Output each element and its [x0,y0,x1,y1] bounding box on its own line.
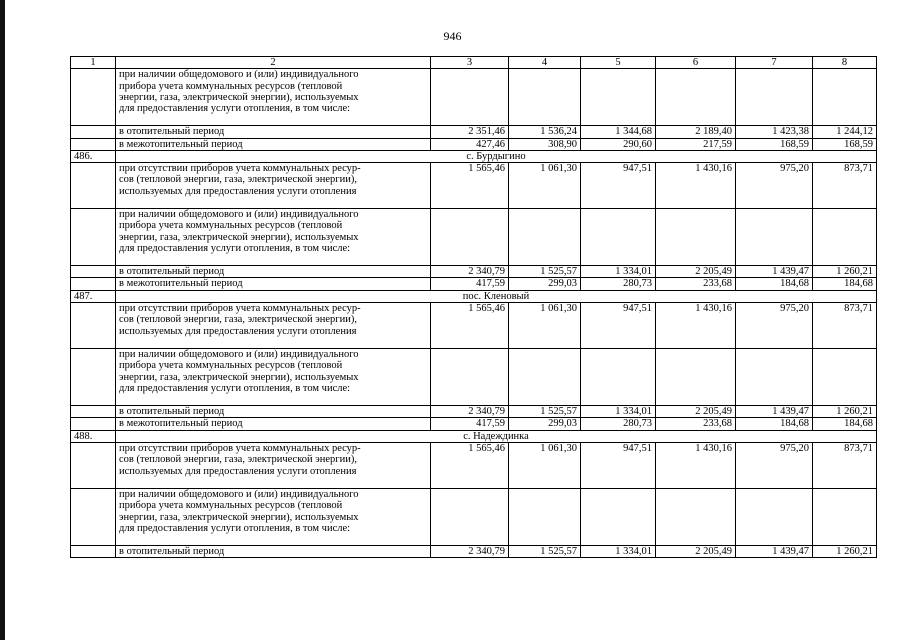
value-cell: 1 061,30 [509,303,581,349]
empty-number-cell [71,545,116,557]
value-cell: 217,59 [656,138,736,150]
row-description [116,69,431,126]
row-description [116,442,431,488]
value-cell: 1 525,57 [509,266,581,278]
description-line: сов (тепловой энергии, газа, электрической энергии), [119,314,357,326]
description-line: при наличии общедомового и (или) индивидуального [119,488,359,500]
description-line: сов (тепловой энергии, газа, электрической энергии), [119,174,357,186]
value-cell [813,488,877,545]
empty-number-cell [71,163,116,209]
column-header: 8 [813,57,877,69]
value-cell: 1 244,12 [813,126,877,138]
empty-number-cell [71,69,116,126]
settlement-name: пос. Кленовый [116,290,877,302]
row-description [116,488,431,545]
value-cell: 1 061,30 [509,442,581,488]
value-cell: 1 344,68 [581,126,656,138]
value-cell: 873,71 [813,303,877,349]
value-cell [736,209,813,266]
scan-edge-bar [0,0,5,640]
value-cell: 2 340,79 [431,406,509,418]
description-line: для предоставления услуги отопления, в том числе: [119,382,351,394]
table-row [71,69,877,126]
value-cell: 975,20 [736,442,813,488]
value-cell: 1 260,21 [813,545,877,557]
value-cell [581,488,656,545]
description-line: при отсутствии приборов учета коммунальных ресур- [119,163,361,175]
table-row [71,545,877,557]
value-cell: 1 334,01 [581,545,656,557]
value-cell [431,69,509,126]
row-number: 487. [71,290,116,302]
row-description [116,418,431,430]
value-cell: 1 525,57 [509,545,581,557]
value-cell: 2 205,49 [656,406,736,418]
page-number: 946 [443,29,462,43]
description-line: при отсутствии приборов учета коммунальных ресур- [119,442,361,454]
value-cell [581,209,656,266]
value-cell [509,488,581,545]
value-cell: 184,68 [736,418,813,430]
value-cell: 1 260,21 [813,406,877,418]
row-description [116,278,431,290]
empty-number-cell [71,418,116,430]
value-cell: 2 351,46 [431,126,509,138]
empty-number-cell [71,488,116,545]
description-line: прибора учета коммунальных ресурсов (тепловой [119,500,343,512]
description-line: для предоставления услуги отопления, в том числе: [119,103,351,115]
row-description [116,266,431,278]
value-cell: 417,59 [431,418,509,430]
description-line: для предоставления услуги отопления, в том числе: [119,522,351,534]
table-row [71,163,877,209]
column-header: 1 [71,57,116,69]
empty-number-cell [71,406,116,418]
settlement-row [71,290,877,302]
column-header: 2 [116,57,431,69]
description-line: сов (тепловой энергии, газа, электрической энергии), [119,454,357,466]
value-cell: 2 340,79 [431,545,509,557]
description-line: энергии, газа, электрической энергии), используемых [119,371,359,383]
table-row [71,266,877,278]
value-cell: 1 439,47 [736,545,813,557]
description-line: прибора учета коммунальных ресурсов (тепловой [119,360,343,372]
value-cell [581,349,656,406]
value-cell: 947,51 [581,442,656,488]
value-cell: 1 565,46 [431,442,509,488]
value-cell: 1 565,46 [431,303,509,349]
table-row [71,488,877,545]
table-row [71,406,877,418]
value-cell: 947,51 [581,163,656,209]
header-row [71,57,877,69]
value-cell: 1 536,24 [509,126,581,138]
description-line: в отопительный период [119,545,225,557]
description-line: в межотопительный период [119,418,243,430]
description-line: для предоставления услуги отопления, в том числе: [119,243,351,255]
description-line: прибора учета коммунальных ресурсов (тепловой [119,80,343,92]
value-cell: 280,73 [581,278,656,290]
description-line: в межотопительный период [119,278,243,290]
value-cell [509,209,581,266]
table-row [71,349,877,406]
value-cell: 427,46 [431,138,509,150]
value-cell: 1 525,57 [509,406,581,418]
value-cell: 299,03 [509,278,581,290]
row-description [116,303,431,349]
description-line: в отопительный период [119,406,225,418]
value-cell [736,488,813,545]
description-line: при наличии общедомового и (или) индивидуального [119,69,359,81]
value-cell: 1 565,46 [431,163,509,209]
value-cell: 1 430,16 [656,303,736,349]
value-cell: 417,59 [431,278,509,290]
value-cell [813,209,877,266]
description-line: при наличии общедомового и (или) индивидуального [119,209,359,221]
value-cell: 1 439,47 [736,406,813,418]
value-cell: 1 439,47 [736,266,813,278]
column-header: 5 [581,57,656,69]
value-cell [813,69,877,126]
description-line: энергии, газа, электрической энергии), используемых [119,91,359,103]
row-number: 488. [71,430,116,442]
table-row [71,303,877,349]
value-cell: 2 205,49 [656,545,736,557]
value-cell: 308,90 [509,138,581,150]
settlement-name: с. Надеждинка [116,430,877,442]
value-cell: 299,03 [509,418,581,430]
value-cell: 975,20 [736,163,813,209]
value-cell: 1 334,01 [581,406,656,418]
description-line: используемых для предоставления услуги отопления [119,465,357,477]
description-line: используемых для предоставления услуги отопления [119,325,357,337]
value-cell: 168,59 [736,138,813,150]
table-row [71,418,877,430]
table-row [71,138,877,150]
settlement-row [71,430,877,442]
value-cell [581,69,656,126]
value-cell [656,488,736,545]
table-row [71,126,877,138]
table-row [71,209,877,266]
empty-number-cell [71,349,116,406]
empty-number-cell [71,138,116,150]
description-line: прибора учета коммунальных ресурсов (тепловой [119,220,343,232]
value-cell: 233,68 [656,418,736,430]
tariff-table [70,56,877,558]
value-cell: 290,60 [581,138,656,150]
value-cell: 1 430,16 [656,442,736,488]
value-cell [656,349,736,406]
description-line: используемых для предоставления услуги отопления [119,185,357,197]
empty-number-cell [71,442,116,488]
row-description [116,126,431,138]
value-cell [656,69,736,126]
column-header: 7 [736,57,813,69]
settlement-name: с. Бурдыгино [116,150,877,162]
value-cell [431,209,509,266]
value-cell [509,69,581,126]
value-cell: 2 205,49 [656,266,736,278]
value-cell [736,69,813,126]
row-description [116,349,431,406]
description-line: в отопительный период [119,266,225,278]
empty-number-cell [71,126,116,138]
value-cell: 280,73 [581,418,656,430]
value-cell: 947,51 [581,303,656,349]
settlement-row [71,150,877,162]
value-cell: 975,20 [736,303,813,349]
description-line: в межотопительный период [119,138,243,150]
value-cell [656,209,736,266]
row-description [116,138,431,150]
row-description [116,209,431,266]
value-cell: 184,68 [813,278,877,290]
value-cell: 2 340,79 [431,266,509,278]
value-cell: 1 423,38 [736,126,813,138]
empty-number-cell [71,209,116,266]
value-cell: 1 061,30 [509,163,581,209]
value-cell: 184,68 [813,418,877,430]
empty-number-cell [71,266,116,278]
value-cell: 873,71 [813,163,877,209]
value-cell: 873,71 [813,442,877,488]
description-line: при наличии общедомового и (или) индивидуального [119,349,359,361]
value-cell [431,488,509,545]
column-header: 6 [656,57,736,69]
empty-number-cell [71,303,116,349]
row-description [116,406,431,418]
description-line: энергии, газа, электрической энергии), используемых [119,231,359,243]
description-line: в отопительный период [119,126,225,138]
value-cell: 168,59 [813,138,877,150]
description-line: при отсутствии приборов учета коммунальных ресур- [119,303,361,315]
value-cell [509,349,581,406]
row-description [116,545,431,557]
empty-number-cell [71,278,116,290]
value-cell: 1 260,21 [813,266,877,278]
value-cell: 233,68 [656,278,736,290]
row-description [116,163,431,209]
value-cell: 1 430,16 [656,163,736,209]
table-row [71,442,877,488]
description-line: энергии, газа, электрической энергии), используемых [119,511,359,523]
value-cell: 1 334,01 [581,266,656,278]
value-cell [736,349,813,406]
value-cell: 184,68 [736,278,813,290]
value-cell: 2 189,40 [656,126,736,138]
value-cell [813,349,877,406]
value-cell [431,349,509,406]
column-header: 4 [509,57,581,69]
row-number: 486. [71,150,116,162]
column-header: 3 [431,57,509,69]
table-row [71,278,877,290]
